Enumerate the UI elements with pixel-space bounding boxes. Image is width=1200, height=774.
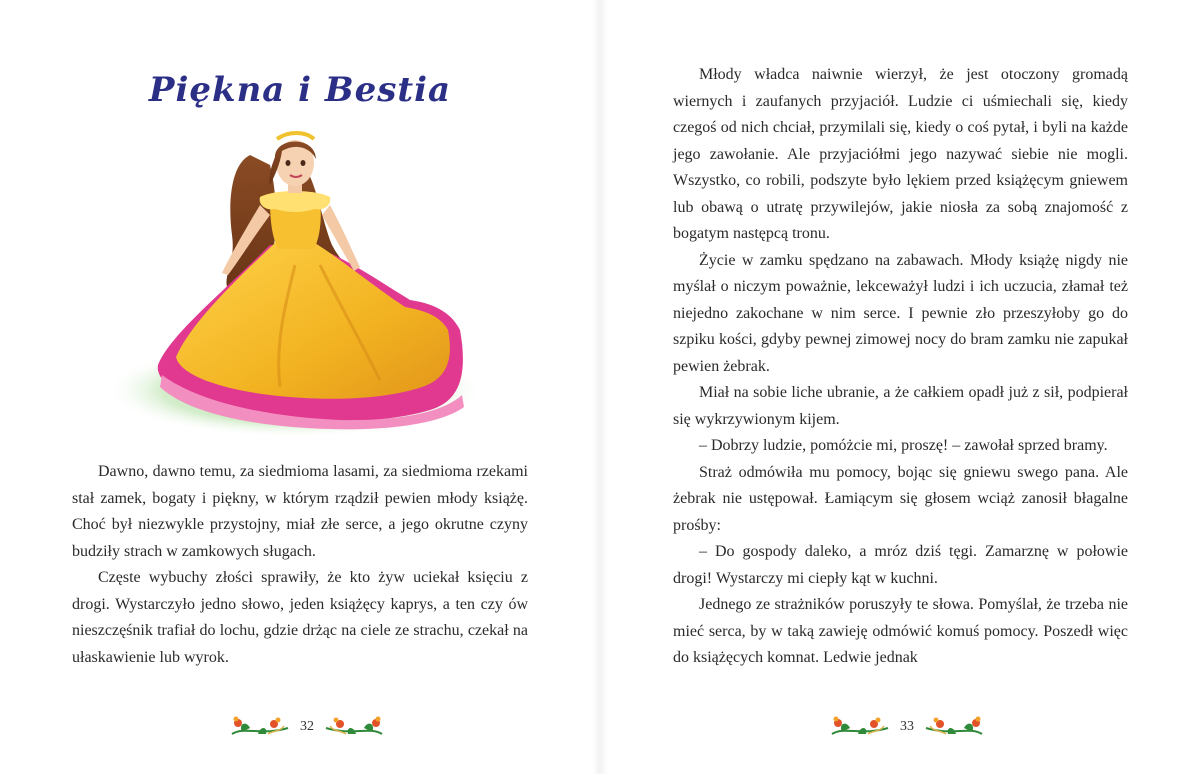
paragraph: Miał na sobie liche ubranie, a że całkiem opadł już z sił, podpierał się wykrzywionym kijem. [673,384,1128,428]
right-page [600,0,1200,774]
paragraph: Częste wybuchy złości sprawiły, że kto żyw uciekał księciu z drogi. Wystarczyło jedno słowo, jeden książęcy kaprys, a ten czy ów nieszczęśnik trafiał do lochu, gdzie drżąc na ciele ze strachu, czekał na ułaskawienie lub wyrok. [72,569,528,666]
paragraph: Życie w zamku spędzano na zabawach. Młody książę nigdy nie myślał o niczym poważnie, lekceważył ludzi i ich uczucia, złamał też niejedno zakochane w nim serce. I pewnie zło przeszyłoby go do szpiku kości, gdyby pewnej zimowej nocy do bram zamku nie zapukał pewien żebrak. [673,251,1128,375]
right-story-text [673,62,1128,672]
book-gutter [592,0,608,774]
princess-illustration [110,125,490,445]
paragraph: Straż odmówiła mu pomocy, bojąc się gniewu swego pana. Ale żebrak nie ustępował. Łamiącym się głosem wciąż zanosił błagalne prośby: [673,463,1128,534]
dialogue-line: – Do gospody daleko, a mróz dziś tęgi. Zamarznę w połowie drogi! Wystarczy mi ciepły kąt w kuchni. [673,543,1128,587]
dialogue-line: – Dobrzy ludzie, pomóżcie mi, proszę! – zawołał sprzed bramy. [699,437,1108,454]
page-footer [228,712,386,742]
paragraph: Dawno, dawno temu, za siedmioma lasami, za siedmioma rzekami stał zamek, bogaty i piękny, w którym rządził pewien młody książę. Choć był niezwykle przystojny, miał złe serce, a jego okrutne czyny budziły strach w zamkowych sługach. [72,463,528,560]
skirt [176,243,450,399]
paragraph: Młody władca naiwnie wierzył, że jest otoczony gromadą wiernych i zaufanych przyjaciół. Ludzie ci uśmiechali się, kiedy czegoś od nich chciał, przymilali się, kiedy o coś pytał, i byli na każde jego zawołanie. Ale przyjaciółmi jego nazywać siebie nie mogli. Wszystko, co robili, podszyte było lękiem przed książęcym gniewem lub obawą o utratę przywilejów, jakie niosła za sobą znajomość z bogatym następcą tronu. [673,66,1128,242]
floral-ornament-icon [322,714,386,740]
page-footer [828,712,986,742]
story-title: Piękna i Bestia [148,70,452,110]
page-number: 33 [900,719,914,734]
floral-ornament-icon [828,714,892,740]
floral-ornament-icon [228,714,292,740]
floral-ornament-icon [922,714,986,740]
page-number: 32 [300,719,314,734]
left-story-text [72,459,528,671]
paragraph: Jednego ze strażników poruszyły te słowa. Pomyślał, że trzeba nie mieć serca, by w taką zawieję odmówić komuś pomocy. Poszedł więc do książęcych komnat. Ledwie jednak [673,596,1128,666]
